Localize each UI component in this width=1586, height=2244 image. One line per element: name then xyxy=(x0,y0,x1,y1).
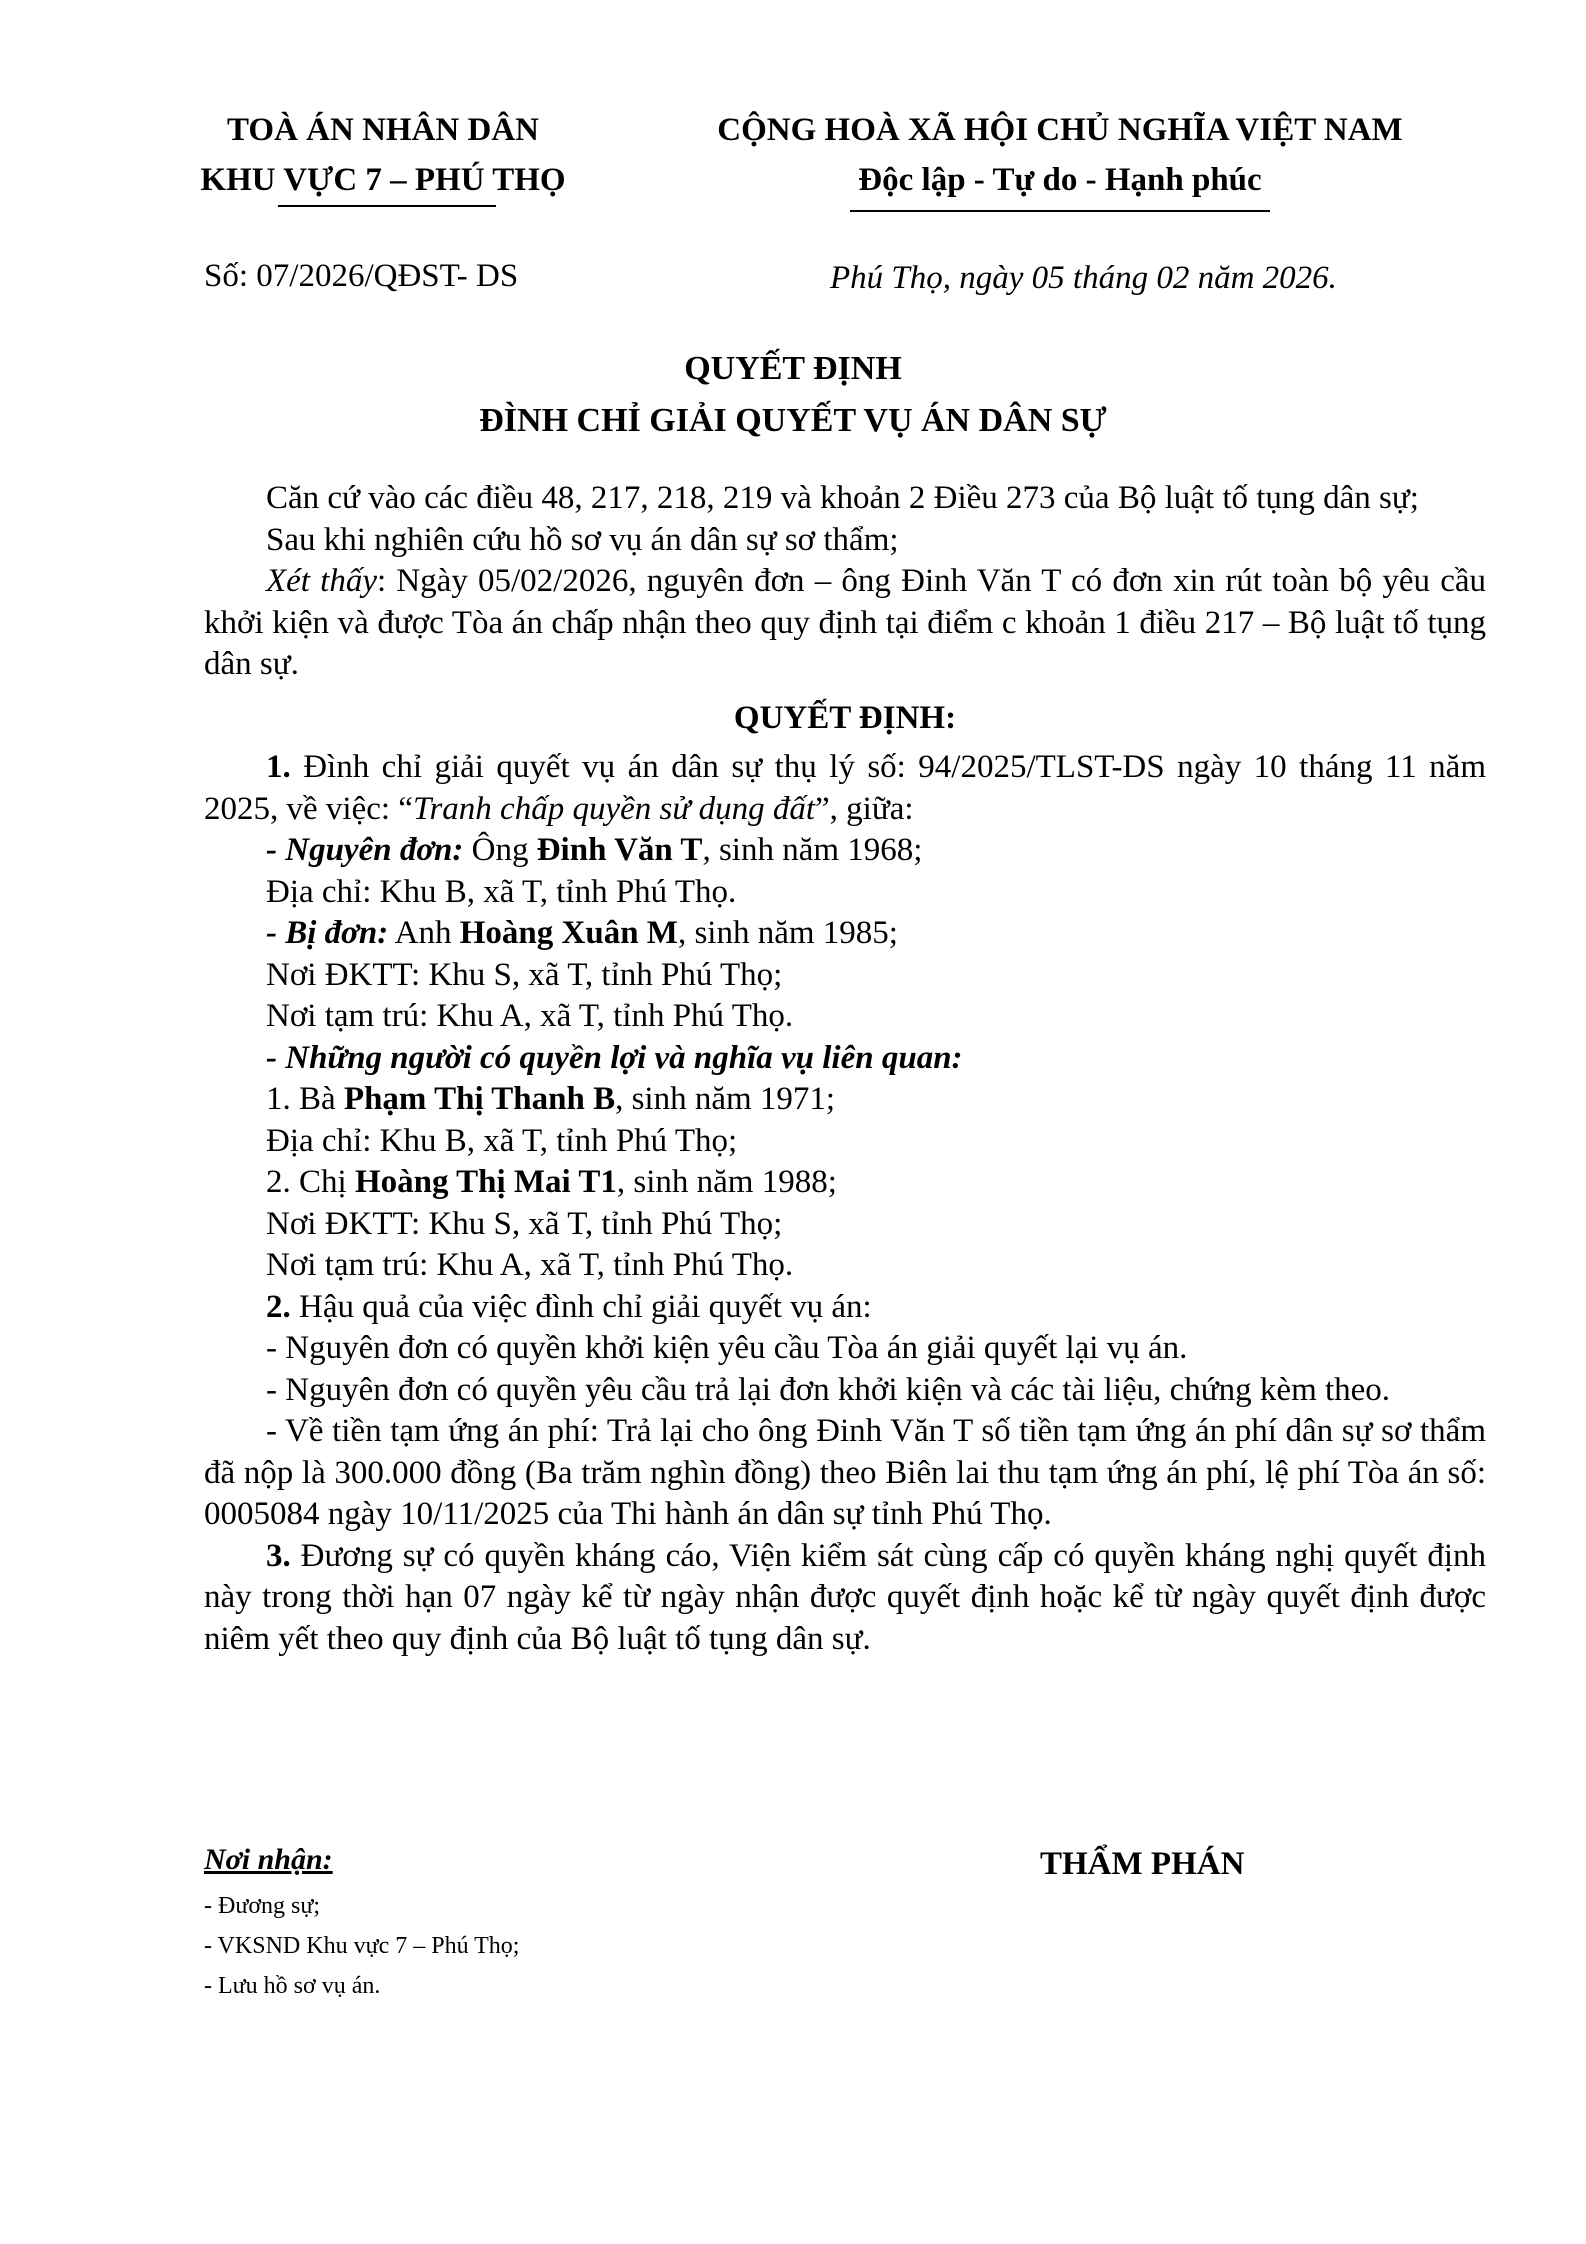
related-party-1 xyxy=(204,1079,1486,1121)
plaintiff-name: Đinh Văn T xyxy=(536,832,703,868)
recipient-item: - VKSND Khu vực 7 – Phú Thọ; xyxy=(204,1933,520,1959)
item1-number: 1. xyxy=(266,749,291,785)
item1-text-a: Đình chỉ giải quyết vụ án dân sự thụ lý số: 94/2025/TLST-DS ngày 10 tháng 11 năm 2025, về việc: “ xyxy=(204,749,1486,827)
nation-name: CỘNG HOÀ XÃ HỘI CHỦ NGHĨA VIỆT NAM xyxy=(717,112,1403,148)
item3-text: Đương sự có quyền kháng cáo, Viện kiểm sát cùng cấp có quyền kháng nghị quyết định này trong thời hạn 07 ngày kể từ ngày nhận được quyết định hoặc kể từ ngày quyết định được niêm yết theo quy định của Bộ luật tố tụng dân sự. xyxy=(204,1537,1486,1657)
plaintiff-birth: , sinh năm 1968; xyxy=(702,832,923,868)
recipient-item: - Đương sự; xyxy=(204,1893,321,1919)
item1-text-b: ”, giữa: xyxy=(815,790,914,827)
defendant-line xyxy=(204,913,1486,955)
document-body xyxy=(204,478,1486,1660)
recipients-block xyxy=(204,1840,519,2006)
document-number: Số: 07/2026/QĐST- DS xyxy=(204,258,519,294)
review-paragraph: Sau khi nghiên cứu hồ sơ vụ án dân sự sơ thẩm; xyxy=(266,521,899,558)
consequence-b: - Nguyên đơn có quyền yêu cầu trả lại đơn khởi kiện và các tài liệu, chứng kèm theo. xyxy=(266,1371,1391,1408)
legal-basis-paragraph: Căn cứ vào các điều 48, 217, 218, 219 và khoản 2 Điều 273 của Bộ luật tố tụng dân sự; xyxy=(266,480,1419,516)
defendant-birth: , sinh năm 1985; xyxy=(677,915,898,951)
court-name-line1: TOÀ ÁN NHÂN DÂN xyxy=(227,112,539,148)
consequence-c: - Về tiền tạm ứng án phí: Trả lại cho ông Đinh Văn T số tiền tạm ứng án phí dân sự sơ thẩm đã nộp là 300.000 đồng (Ba trăm nghìn đồng) theo Biên lai thu tạm ứng án phí, lệ phí Tòa án số: 0005084 ngày 10/11/2025 của Thi hành án dân sự tỉnh Phú Thọ. xyxy=(204,1413,1486,1532)
consideration-label: Xét thấy xyxy=(266,563,377,599)
document-title: QUYẾT ĐỊNH xyxy=(684,350,902,387)
motto-underline xyxy=(850,210,1270,212)
rel1-name: Phạm Thị Thanh B xyxy=(343,1081,616,1117)
defendant-label: - Bị đơn: xyxy=(266,915,389,951)
defendant-temporary-address: Nơi tạm trú: Khu A, xã T, tỉnh Phú Thọ. xyxy=(266,998,794,1034)
item2-text: Hậu quả của việc đình chỉ giải quyết vụ án: xyxy=(290,1288,872,1325)
nation-motto: Độc lập - Tự do - Hạnh phúc xyxy=(858,162,1262,198)
recipients-title: Nơi nhận: xyxy=(204,1843,333,1876)
rel2-name: Hoàng Thị Mai T1 xyxy=(354,1164,617,1200)
rel1-prefix: 1. Bà xyxy=(266,1081,344,1117)
decision-item-3 xyxy=(204,1536,1486,1661)
defendant-name: Hoàng Xuân M xyxy=(459,915,678,951)
consideration-paragraph xyxy=(204,561,1486,686)
decision-item-1 xyxy=(204,747,1486,830)
decision-item-2 xyxy=(204,1287,1486,1329)
item3-number: 3. xyxy=(266,1537,291,1574)
item2-number: 2. xyxy=(266,1288,291,1325)
related-party-2 xyxy=(204,1162,1486,1204)
case-subject: Tranh chấp quyền sử dụng đất xyxy=(412,790,816,827)
decision-heading: QUYẾT ĐỊNH: xyxy=(733,699,957,736)
court-underline xyxy=(278,205,496,207)
consequence-a: - Nguyên đơn có quyền khởi kiện yêu cầu Tòa án giải quyết lại vụ án. xyxy=(266,1330,1188,1366)
defendant-registered-address: Nơi ĐKTT: Khu S, xã T, tỉnh Phú Thọ; xyxy=(266,956,783,993)
place-date: Phú Thọ, ngày 05 tháng 02 năm 2026. xyxy=(830,260,1337,296)
document-subtitle: ĐÌNH CHỈ GIẢI QUYẾT VỤ ÁN DÂN SỰ xyxy=(479,402,1107,439)
related-party-2-registered-address: Nơi ĐKTT: Khu S, xã T, tỉnh Phú Thọ; xyxy=(266,1205,783,1242)
plaintiff-line xyxy=(204,830,1486,872)
recipient-item: - Lưu hồ sơ vụ án. xyxy=(204,1973,381,1999)
defendant-prefix: Anh xyxy=(388,915,460,951)
plaintiff-address: Địa chỉ: Khu B, xã T, tỉnh Phú Thọ. xyxy=(266,873,737,910)
rel2-prefix: 2. Chị xyxy=(266,1164,355,1200)
plaintiff-label: - Nguyên đơn: xyxy=(266,832,464,868)
consideration-text: : Ngày 05/02/2026, nguyên đơn – ông Đinh Văn T có đơn xin rút toàn bộ yêu cầu khởi kiện và được Tòa án chấp nhận theo quy định tại điểm c khoản 1 điều 217 – Bộ luật tố tụng dân sự. xyxy=(204,563,1487,682)
signature-title: THẨM PHÁN xyxy=(1040,1846,1245,1882)
court-name-line2: KHU VỰC 7 – PHÚ THỌ xyxy=(200,162,566,198)
related-party-2-temporary-address: Nơi tạm trú: Khu A, xã T, tỉnh Phú Thọ. xyxy=(266,1247,794,1283)
rel2-birth: , sinh năm 1988; xyxy=(616,1164,837,1200)
related-parties-label: - Những người có quyền lợi và nghĩa vụ liên quan: xyxy=(266,1039,963,1076)
plaintiff-prefix: Ông xyxy=(463,832,537,868)
related-party-1-address: Địa chỉ: Khu B, xã T, tỉnh Phú Thọ; xyxy=(266,1122,738,1159)
rel1-birth: , sinh năm 1971; xyxy=(615,1081,836,1117)
